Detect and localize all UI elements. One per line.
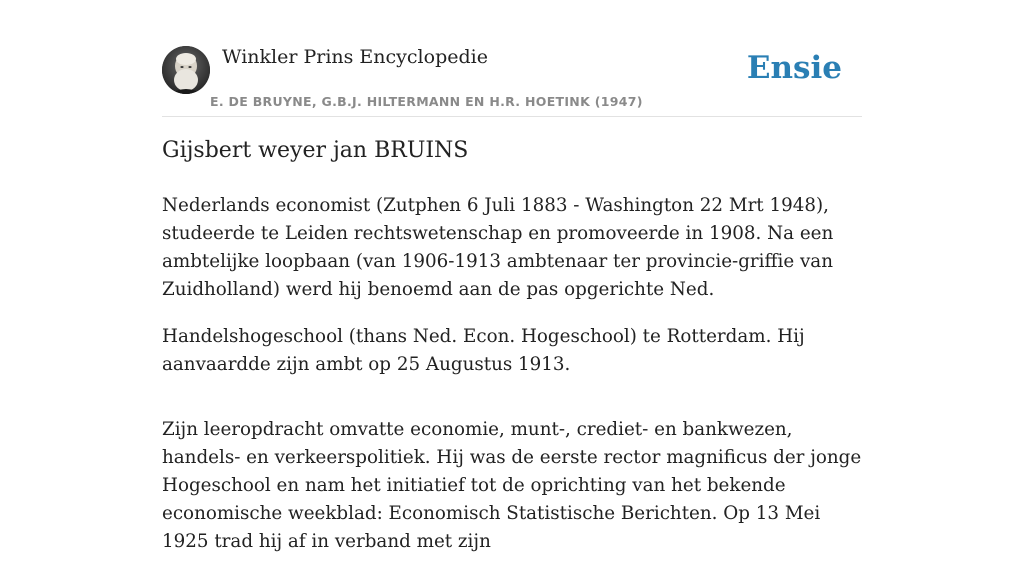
publication-authors: E. DE BRUYNE, G.B.J. HILTERMANN EN H.R. HOETINK (1947): [210, 94, 643, 109]
publication-title[interactable]: Winkler Prins Encyclopedie: [222, 46, 488, 68]
portrait-photo-icon: [162, 46, 210, 94]
article-paragraph: Zijn leeropdracht omvatte economie, munt-, crediet- en bankwezen, handels- en verkeerspolitiek. Hij was de eerste rector magnificus der jonge Hogeschool en nam het initiatief tot de oprichting van het bekende economische weekblad: Economisch Statistische Berichten. Op 13 Mei 1925 trad hij af in verband met zijn: [162, 419, 862, 552]
author-avatar[interactable]: [162, 46, 210, 94]
article-paragraph: Handelshogeschool (thans Ned. Econ. Hogeschool) te Rotterdam. Hij aanvaardde zijn ambt op 25 Augustus 1913.: [162, 326, 805, 375]
article-paragraph: Nederlands economist (Zutphen 6 Juli 1883 - Washington 22 Mrt 1948), studeerde te Leiden rechtswetenschap en promoveerde in 1908. Na een ambtelijke loopbaan (van 1906-1913 ambtenaar ter provincie-griffie van Zuidholland) werd hij benoemd aan de pas opgerichte Ned.: [162, 195, 834, 300]
header: [162, 40, 862, 117]
article-body: [162, 192, 862, 575]
brand-logo[interactable]: Ensie: [746, 50, 842, 86]
article-title: Gijsbert weyer jan BRUINS: [162, 138, 469, 163]
